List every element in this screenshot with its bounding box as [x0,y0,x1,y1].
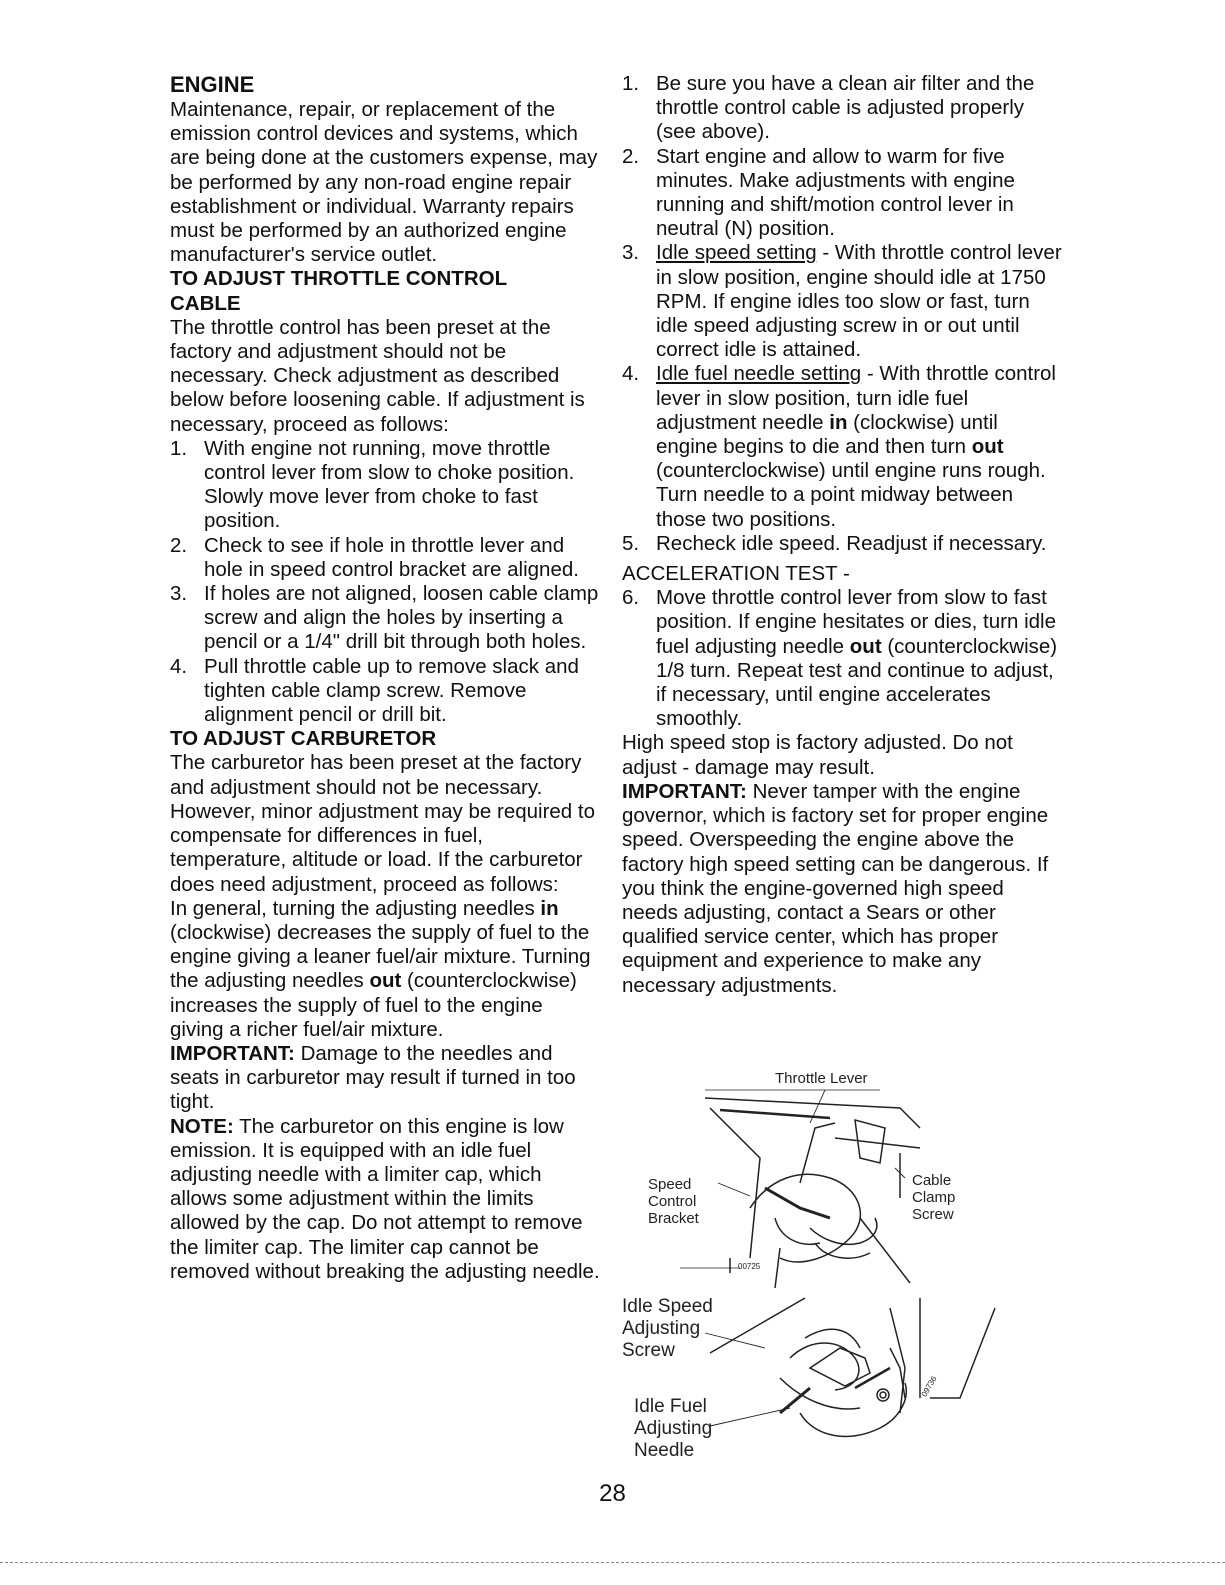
scan-edge [0,1562,1225,1563]
label-line: Idle Speed [622,1296,713,1317]
high-speed-paragraph: High speed stop is factory adjusted. Do not adjust - damage may result. [622,731,1013,779]
throttle-intro: The throttle control has been preset at the factory and adjustment should not be necessary. Check adjustment as described below before loosening cable. If adjustment is necessary, proceed as follows: [170,315,585,436]
note-text: The carburetor on this engine is low emission. It is equipped with an idle fuel adjusting needle with a limiter cap, which allows some adjustment within the limits allowed by the cap. Do not attempt to remove the limiter cap. The limiter cap cannot be removed without breaking the adjusting needle. [170,1114,600,1283]
out-keyword: out [971,435,1004,459]
left-column [170,72,600,1284]
step-text: Check to see if hole in throttle lever and hole in speed control bracket are aligned. [204,533,579,581]
acceleration-steps-list [622,586,1062,731]
in-keyword: in [540,896,559,920]
step-number: 2. [170,533,188,557]
needles-text: In general, turning the adjusting needles [170,896,535,920]
carb-step [622,241,1062,362]
carburetor-heading: TO ADJUST CARBURETOR [170,727,437,751]
step-number: 3. [622,241,640,265]
label-line: Control [648,1193,697,1210]
step-title: Idle speed setting [656,241,817,265]
throttle-steps-list [170,437,600,727]
needles-text: (counterclockwise) increases the supply of fuel to the engine giving a richer fuel/air mixture. [170,969,577,1041]
step-text: With engine not running, move throttle control lever from slow to choke position. Slowly move lever from choke to fast position. [204,436,575,533]
label-line: Screw [912,1206,954,1223]
important-text: Never tamper with the engine governor, which is factory set for proper engine speed. Overspeeding the engine above the factory high speed setting can be dangerous. If you think the engine-governed high speed needs adjusting, contact a Sears or other qualified service center, which has proper equipment and experience to make any necessary adjustments. [622,779,1049,997]
step-number: 4. [622,362,640,386]
step-text: - With throttle control lever in slow position, turn idle fuel adjustment needle [656,362,1056,434]
label-line: Needle [634,1440,695,1461]
step-title: Idle fuel needle setting [656,362,862,386]
carb-step [622,362,1062,531]
idle-speed-screw-label [622,1296,713,1362]
carburetor-paragraph: The carburetor has been preset at the factory and adjustment should not be necessary. However, minor adjustment may be required to compensate for differences in fuel, temperature, altitude or load. If the carburetor does need adjustment, proceed as follows: [170,751,596,896]
step-number: 2. [622,144,640,168]
throttle-step [170,437,600,534]
step-number: 1. [622,72,640,95]
carb-step [622,532,1062,556]
carb-step [622,72,1062,145]
step-text: (clockwise) until engine begins to die and then turn [656,410,998,459]
label-line: Idle Fuel [634,1396,707,1417]
important-label: IMPORTANT: [170,1041,295,1065]
step-text: If holes are not aligned, loosen cable clamp screw and align the holes by inserting a pencil or a 1/4" drill bit through both holes. [204,582,599,654]
label-line: Screw [622,1340,675,1361]
step-text: Be sure you have a clean air filter and the throttle control cable is adjusted properly (see above). [656,72,1035,144]
carburetor-steps-list [622,72,1062,556]
throttle-lever-label: Throttle Lever [775,1070,868,1087]
important-label: IMPORTANT: [622,779,747,803]
throttle-step [170,655,600,728]
part-code: 09736 [919,1374,939,1399]
needles-text: (clockwise) decreases the supply of fuel to the engine giving a leaner fuel/air mixture. Turning the adjusting needles [170,920,591,993]
acceleration-test-heading: ACCELERATION TEST - [622,562,850,586]
in-keyword: in [829,410,848,434]
step-text: Pull throttle cable up to remove slack and tighten cable clamp screw. Remove alignment pencil or drill bit. [204,654,579,727]
carb-step [622,145,1062,242]
step-text: (counterclockwise) 1/8 turn. Repeat test and continue to adjust, if necessary, until engine accelerates smoothly. [656,634,1058,731]
label-line: Adjusting [622,1318,701,1339]
step-number: 6. [622,586,640,610]
throttle-cable-heading: TO ADJUST THROTTLE CONTROL CABLE [170,267,507,315]
step-number: 3. [170,582,188,606]
out-keyword: out [369,969,402,993]
engine-paragraph: Maintenance, repair, or replacement of the emission control devices and systems, which are being done at the customers expense, may be performed by any non-road engine repair establishment or individual. Warranty repairs must be performed by an authorized engine manufacturer's service outlet. [170,98,598,267]
important-governor-notice [622,780,1062,998]
out-keyword: out [849,634,882,658]
note-label: NOTE: [170,1114,234,1138]
carb-step [622,586,1062,731]
step-number: 5. [622,531,640,555]
engine-heading: ENGINE [170,72,255,97]
step-text: Start engine and allow to warm for five minutes. Make adjustments with engine running and shift/motion control lever in neutral (N) position. [656,144,1015,241]
step-text: (counterclockwise) until engine runs rough. Turn needle to a point midway between those two positions. [656,459,1046,531]
step-number: 4. [170,654,188,678]
important-text: Damage to the needles and seats in carburetor may result if turned in too tight. [170,1041,576,1114]
right-column [622,72,1062,998]
speed-control-bracket-label [648,1176,699,1227]
label-line: Cable [912,1172,952,1189]
throttle-step [170,582,600,655]
important-notice [170,1042,600,1115]
throttle-step [170,534,600,582]
step-text: Move throttle control lever from slow to fast position. If engine hesitates or dies, turn idle fuel adjusting needle [656,586,1056,658]
label-line: Adjusting [634,1418,713,1439]
note [170,1115,600,1284]
label-line: Speed [648,1176,692,1193]
step-text: Recheck idle speed. Readjust if necessary. [656,531,1047,555]
idle-fuel-needle-label [634,1396,712,1462]
part-code: 00725 [738,1262,761,1271]
step-text: - With throttle control lever in slow position, engine should idle at 1750 RPM. If engine idles too slow or fast, turn idle speed adjusting screw in or out until correct idle is attained. [656,241,1062,362]
cable-clamp-screw-label [912,1172,955,1223]
label-line: Clamp [912,1189,956,1206]
label-line: Bracket [648,1210,699,1227]
carburetor-illustration [600,1068,1020,1468]
adjusting-needles-paragraph [170,897,600,1042]
step-number: 1. [170,436,188,460]
page-number: 28 [599,1480,626,1507]
